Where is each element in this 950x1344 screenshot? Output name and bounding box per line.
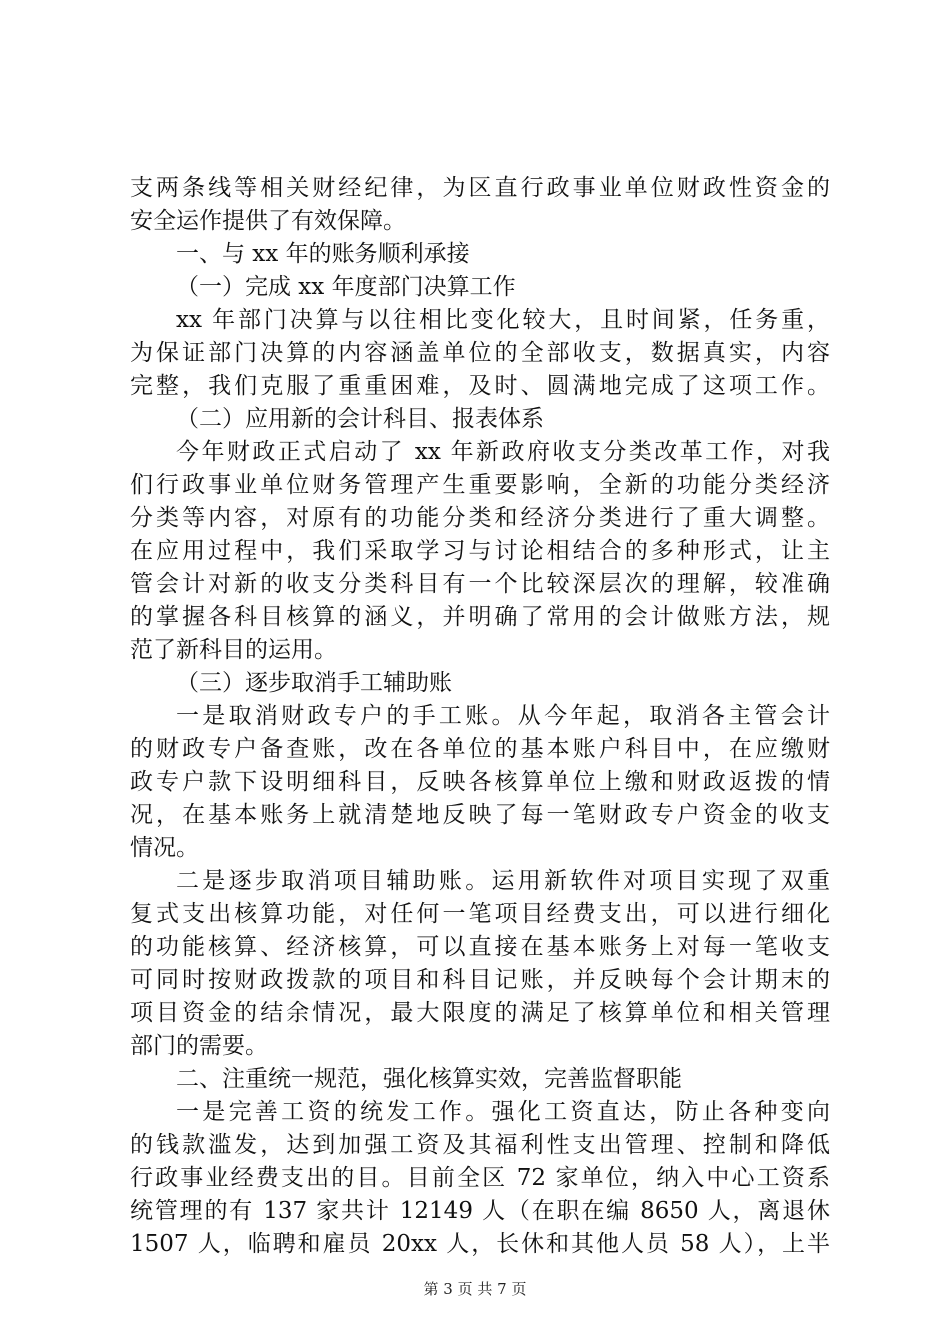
text-line: 完整，我们克服了重重困难，及时、圆满地完成了这项工作。 xyxy=(130,373,830,399)
text-line: 支两条线等相关财经纪律，为区直行政事业单位财政性资金的 xyxy=(130,175,830,201)
text-line: 管会计对新的收支分类科目有一个比较深层次的理解，较准确 xyxy=(130,571,830,597)
text-line: 一、与 xx 年的账务顺利承接 xyxy=(176,241,470,267)
page-footer: 第 3 页 共 7 页 xyxy=(423,1280,527,1298)
text-line: （三）逐步取消手工辅助账 xyxy=(176,670,452,696)
document-body xyxy=(130,172,830,1261)
text-line: 的财政专户备查账，改在各单位的基本账户科目中，在应缴财 xyxy=(130,736,830,762)
text-line: 统管理的有 137 家共计 12149 人（在职在编 8650 人，离退休 xyxy=(130,1198,830,1224)
text-line: 今年财政正式启动了 xx 年新政府收支分类改革工作，对我 xyxy=(176,439,830,465)
text-line: xx 年部门决算与以往相比变化较大，且时间紧，任务重， xyxy=(176,307,830,333)
text-line: 情况。 xyxy=(130,835,199,861)
text-line: 一是取消财政专户的手工账。从今年起，取消各主管会计 xyxy=(176,703,830,729)
text-line: 况，在基本账务上就清楚地反映了每一笔财政专户资金的收支 xyxy=(130,802,830,828)
text-line: 为保证部门决算的内容涵盖单位的全部收支，数据真实，内容 xyxy=(130,340,830,366)
text-line: 们行政事业单位财务管理产生重要影响，全新的功能分类经济 xyxy=(130,472,830,498)
text-line: 可同时按财政拨款的项目和科目记账，并反映每个会计期末的 xyxy=(130,967,830,993)
text-line: 范了新科目的运用。 xyxy=(130,637,337,663)
text-line: 分类等内容，对原有的功能分类和经济分类进行了重大调整。 xyxy=(130,505,830,531)
text-line: （一）完成 xx 年度部门决算工作 xyxy=(176,274,516,300)
text-line: 的掌握各科目核算的涵义，并明确了常用的会计做账方法，规 xyxy=(130,604,830,630)
text-line: 安全运作提供了有效保障。 xyxy=(130,208,406,234)
text-line: （二）应用新的会计科目、报表体系 xyxy=(176,406,544,432)
text-line: 行政事业经费支出的目。目前全区 72 家单位，纳入中心工资系 xyxy=(130,1165,830,1191)
text-line: 项目资金的结余情况，最大限度的满足了核算单位和相关管理 xyxy=(130,1000,830,1026)
text-line: 一是完善工资的统发工作。强化工资直达，防止各种变向 xyxy=(176,1099,830,1125)
text-line: 的钱款滥发，达到加强工资及其福利性支出管理、控制和降低 xyxy=(130,1132,830,1158)
text-line: 政专户款下设明细科目，反映各核算单位上缴和财政返拨的情 xyxy=(130,769,830,795)
text-line: 的功能核算、经济核算，可以直接在基本账务上对每一笔收支 xyxy=(130,934,830,960)
text-line: 在应用过程中，我们采取学习与讨论相结合的多种形式，让主 xyxy=(130,538,830,564)
text-line: 部门的需要。 xyxy=(130,1033,268,1059)
text-line: 1507 人，临聘和雇员 20xx 人，长休和其他人员 58 人），上半 xyxy=(130,1231,830,1257)
text-line: 复式支出核算功能，对任何一笔项目经费支出，可以进行细化 xyxy=(130,901,830,927)
text-line: 二是逐步取消项目辅助账。运用新软件对项目实现了双重 xyxy=(176,868,830,894)
text-line: 二、注重统一规范，强化核算实效，完善监督职能 xyxy=(176,1066,682,1092)
